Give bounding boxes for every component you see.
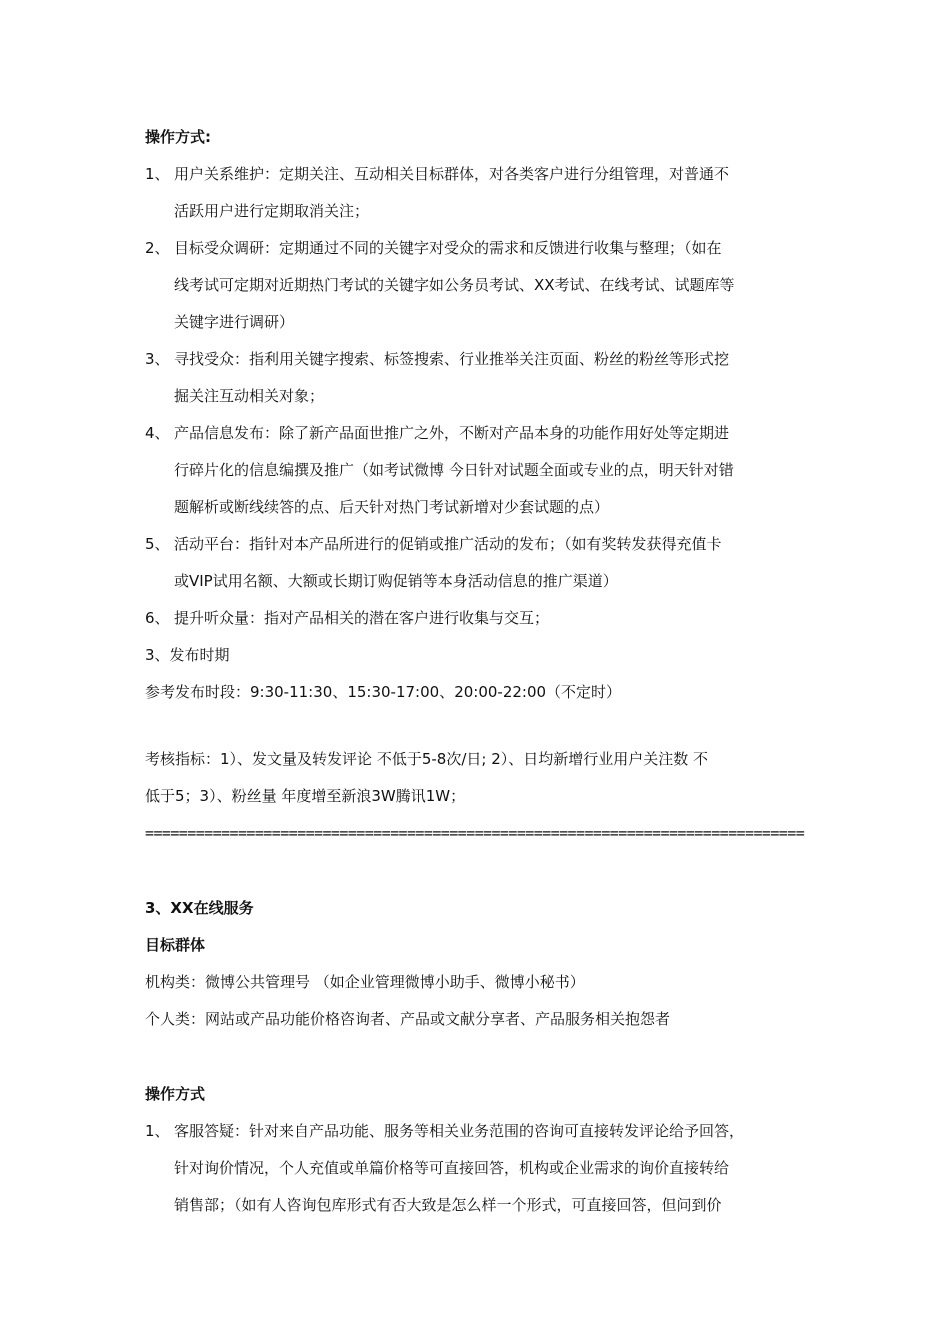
list-text: 目标受众调研：定期通过不同的关键字对受众的需求和反馈进行收集与整理；（如在 (174, 239, 722, 257)
separator-line: ============================================================================== (145, 824, 805, 842)
list-item (145, 163, 805, 200)
list-item (145, 237, 805, 274)
section-title: 3、XX在线服务 (145, 899, 254, 917)
list-item (145, 422, 805, 459)
list-text-continued: 掘关注互动相关对象； (174, 387, 325, 405)
list-text-continued: 针对询价情况，个人充值或单篇价格等可直接回答，机构或企业需求的询价直接转给 (174, 1159, 730, 1177)
list-number: 2、 (145, 239, 170, 257)
publish-heading: 3、发布时期 (145, 646, 230, 664)
kpi-text: 考核指标：1）、发文量及转发评论 不低于5-8次/日; 2）、日均新增行业用户关注数 不 (145, 750, 709, 768)
list-item (145, 348, 805, 385)
list-text-continued: 或VIP试用名额、大额或长期订购促销等本身活动信息的推广渠道） (174, 572, 618, 590)
list-text: 产品信息发布：除了新产品面世推广之外，不断对产品本身的功能作用好处等定期进 (174, 424, 730, 442)
ops-heading-2: 操作方式 (145, 1085, 206, 1103)
spacer (145, 859, 805, 897)
list-text: 提升听众量：指对产品相关的潜在客户进行收集与交互； (174, 609, 550, 627)
list-number: 6、 (145, 609, 170, 627)
ops-heading: 操作方式: (145, 128, 211, 146)
list-item (145, 1120, 805, 1157)
list-text-continued: 题解析或断线续答的点、后天针对热门考试新增对少套试题的点） (174, 498, 610, 516)
publish-times: 参考发布时段：9:30-11:30、15:30-17:00、20:00-22:00（不定时） (145, 683, 622, 701)
spacer (145, 1045, 805, 1083)
list-text: 寻找受众：指利用关键字搜索、标签搜索、行业推举关注页面、粉丝的粉丝等形式挖 (174, 350, 730, 368)
list-text-continued: 行碎片化的信息编撰及推广（如考试微博 今日针对试题全面或专业的点，明天针对错 (174, 461, 734, 479)
document-body (145, 126, 805, 1231)
target-institution: 机构类：微博公共管理号 （如企业管理微博小助手、微博小秘书） (145, 973, 585, 991)
list-text: 用户关系维护：定期关注、互动相关目标群体，对各类客户进行分组管理，对普通不 (174, 165, 730, 183)
list-number: 5、 (145, 535, 170, 553)
target-heading: 目标群体 (145, 936, 206, 954)
list-number: 4、 (145, 424, 170, 442)
list-text-continued: 销售部；（如有人咨询包库形式有否大致是怎么样一个形式，可直接回答，但问到价 (174, 1196, 722, 1214)
list-number: 1、 (145, 1122, 170, 1140)
list-text-continued: 关键字进行调研） (174, 313, 295, 331)
target-individual: 个人类：网站或产品功能价格咨询者、产品或文献分享者、产品服务相关抱怨者 (145, 1010, 671, 1028)
list-text-continued: 线考试可定期对近期热门考试的关键字如公务员考试、XX考试、在线考试、试题库等 (174, 276, 735, 294)
list-item (145, 533, 805, 570)
list-number: 1、 (145, 165, 170, 183)
list-number: 3、 (145, 350, 170, 368)
list-text: 客服答疑：针对来自产品功能、服务等相关业务范围的咨询可直接转发评论给予回答， (174, 1122, 745, 1140)
list-text: 活动平台：指针对本产品所进行的促销或推广活动的发布；（如有奖转发获得充值卡 (174, 535, 722, 553)
spacer (145, 718, 805, 748)
list-item (145, 607, 805, 644)
kpi-text-continued: 低于5；3）、粉丝量 年度增至新浪3W腾讯1W； (145, 787, 466, 805)
list-text-continued: 活跃用户进行定期取消关注； (174, 202, 370, 220)
